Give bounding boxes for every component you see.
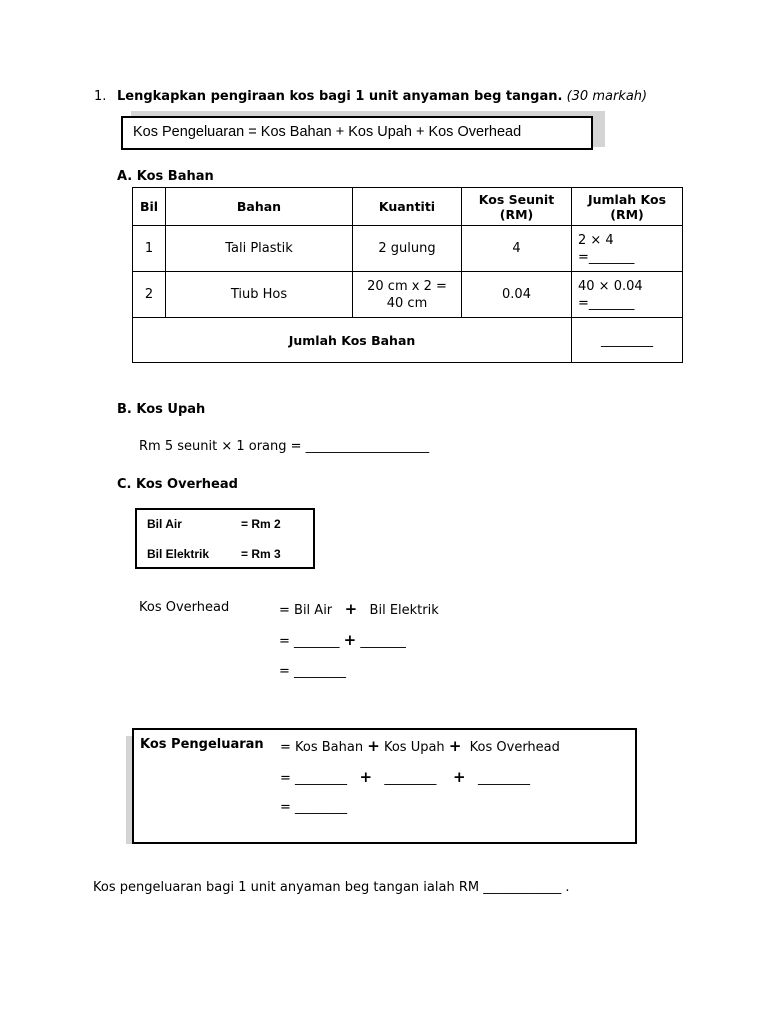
overhead-term: Bil Elektrik (369, 603, 439, 618)
question-number: 1. (94, 89, 107, 104)
summary-label: Kos Pengeluaran (140, 737, 264, 752)
section-c-heading: C. Kos Overhead (117, 477, 238, 492)
cell-kuantiti: 20 cm x 2 = 40 cm (353, 272, 462, 318)
overhead-formula-line (279, 600, 439, 618)
table-total-row (133, 318, 683, 363)
plus-sign: + (452, 768, 466, 786)
overhead-term: = Bil Air (279, 603, 333, 618)
question-title (117, 89, 647, 104)
total-blank[interactable]: ________ (572, 318, 683, 363)
cell-jumlah-kos[interactable] (572, 226, 683, 272)
calc-expression: 40 × 0.04 (578, 278, 643, 294)
summary-box (132, 728, 637, 844)
summary-blank: ________ (477, 771, 530, 786)
header-jumlah-kos: Jumlah Kos (RM) (572, 188, 683, 226)
bill-air-label: Bil Air (147, 517, 182, 531)
plus-sign: + (343, 631, 357, 649)
overhead-blank-line[interactable] (279, 631, 406, 649)
cell-kos-seunit: 0.04 (462, 272, 572, 318)
summary-blank: = ________ (280, 771, 348, 786)
summary-result-blank[interactable]: = ________ (280, 800, 348, 815)
plus-sign: + (448, 737, 462, 755)
header-kuantiti: Kuantiti (353, 188, 462, 226)
header-bil: Bil (133, 188, 166, 226)
bill-elektrik-value: = Rm 3 (241, 547, 281, 561)
cell-bil: 2 (133, 272, 166, 318)
overhead-label: Kos Overhead (139, 600, 230, 615)
plus-sign: + (344, 600, 358, 618)
material-cost-table (132, 187, 683, 363)
question-text: Lengkapkan pengiraan kos bagi 1 unit anyaman beg tangan. (117, 89, 563, 104)
cell-bahan: Tiub Hos (166, 272, 353, 318)
bill-air-value: = Rm 2 (241, 517, 281, 531)
header-kos-seunit: Kos Seunit (RM) (462, 188, 572, 226)
section-b-heading: B. Kos Upah (117, 402, 206, 417)
question-marks: (30 markah) (566, 89, 648, 104)
formula-box (121, 116, 593, 150)
overhead-blank: _______ (360, 634, 406, 649)
cell-bahan: Tali Plastik (166, 226, 353, 272)
plus-sign: + (367, 737, 380, 755)
table-row (133, 272, 683, 318)
table-header-row (133, 188, 683, 226)
plus-sign: + (359, 768, 373, 786)
calc-answer-blank: =_______ (578, 249, 635, 265)
bills-box (135, 508, 315, 569)
section-a-heading: A. Kos Bahan (117, 169, 214, 184)
summary-blank: ________ (384, 771, 437, 786)
summary-term: Kos Upah (383, 740, 445, 755)
labour-cost-line[interactable]: Rm 5 seunit × 1 orang = ___________________ (139, 439, 430, 454)
overhead-blank: = _______ (279, 634, 340, 649)
summary-blank-line[interactable] (280, 768, 530, 786)
cell-jumlah-kos[interactable] (572, 272, 683, 318)
calc-answer-blank: =_______ (578, 295, 635, 311)
header-bahan: Bahan (166, 188, 353, 226)
cell-kos-seunit: 4 (462, 226, 572, 272)
final-statement[interactable]: Kos pengeluaran bagi 1 unit anyaman beg tangan ialah RM ____________ . (93, 880, 570, 895)
calc-expression: 2 × 4 (578, 232, 614, 248)
total-label: Jumlah Kos Bahan (133, 318, 572, 363)
cell-kuantiti: 2 gulung (353, 226, 462, 272)
cell-bil: 1 (133, 226, 166, 272)
bill-elektrik-label: Bil Elektrik (147, 547, 210, 561)
formula-text: Kos Pengeluaran = Kos Bahan + Kos Upah + Kos Overhead (133, 124, 522, 140)
table-row (133, 226, 683, 272)
overhead-result-blank[interactable]: = ________ (279, 664, 347, 679)
summary-formula-line (280, 737, 560, 755)
summary-term: Kos Overhead (469, 740, 560, 755)
summary-term: = Kos Bahan (280, 740, 364, 755)
